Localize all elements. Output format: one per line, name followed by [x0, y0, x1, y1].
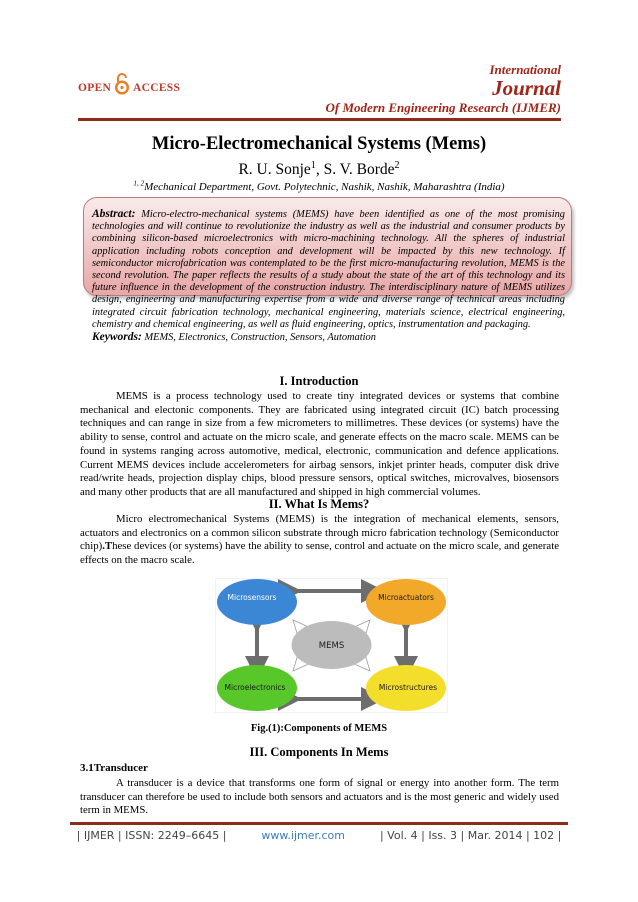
- journal-name-line2: Journal: [492, 76, 561, 100]
- abstract-text: [92, 208, 565, 344]
- section-1-paragraph: MEMS is a process technology used to create tiny integrated devices or systems that combine mechanical and electonic components. They are fabricated using integrated circuit (IC) batch processing techniques and can range in size from a few micrometers to millimetres. These devices (or systems) have the ability to sense, control and actuate on the micro scale, and generate effects on the macro scale. MEMS can be found in systems ranging across automotive, medical, electronic, communication and defence applications. Current MEMS devices include accelerometers for airbag sensors, inkjet printer heads, computer disk drive read/write heads, projection display chips, blood pressure sensors, optical switches, microvalves, biosensors and many other products that are all manufactured and shipped in high commercial volumes.: [80, 390, 559, 498]
- author-1: R. U. Sonje: [238, 161, 311, 178]
- paper-title: Micro-Electromechanical Systems (Mems): [151, 134, 487, 154]
- footer-volume: | Vol. 4 | Iss. 3 | Mar. 2014 | 102 |: [379, 829, 562, 842]
- abstract-body: Micro-electro-mechanical systems (MEMS) have been identified as one of the most promising technologies and will continue to revolutionize the industry as well as the industrial and consumer products by combining silicon-based microelectronics with micro-machining technology. All the spheres of industrial application including robots conception and development will be impacted by this new technology. If semiconductor microfabrication was contemplated to be the first micro-manufacturing revolution, MEMS is the second revolution. The paper reflects the results of a study about the state of the art of this technology and its future influence in the development of the construction industry. The interdisciplinary nature of MEMS utilizes design, engineering and manufacturing expertise from a wide and diverse range of technical areas including integrated circuit fabrication technology, mechanical engineering, materials science, electrical engineering, chemistry and chemical engineering, as well as fluid engineering, optics, instrumentation and packaging.: [92, 209, 565, 330]
- affiliation-sup: 1, 2: [133, 179, 145, 188]
- header-rule: [78, 118, 561, 121]
- section-1-heading: I. Introduction: [279, 374, 359, 388]
- footer-url[interactable]: www.ijmer.com: [261, 829, 345, 842]
- open-access-label: OPEN: [78, 82, 112, 94]
- section-3-paragraph: A transducer is a device that transforms one form of signal or energy into another form. The term transducer can therefore be used to include both sensors and actuators and is the most generic and widely used term in MEMS.: [80, 777, 559, 817]
- journal-name-line3: Of Modern Engineering Research (IJMER): [325, 100, 561, 115]
- open-access-lock-icon: [115, 73, 129, 95]
- journal-name-line1: International: [489, 62, 561, 77]
- paper-affiliation: [0, 181, 638, 193]
- section-2-paragraph: [80, 513, 559, 568]
- author-1-sup: 1: [310, 159, 316, 171]
- node-microsensors: [217, 579, 297, 625]
- author-2-sup: 2: [394, 159, 400, 171]
- node-microactuators: [366, 579, 446, 625]
- label-microstructures: Microstructures: [378, 683, 438, 692]
- section-2-heading: II. What Is Mems?: [268, 497, 370, 511]
- keywords-list: MEMS, Electronics, Construction, Sensors, Automation: [141, 332, 376, 344]
- section-2-text-b: hese devices (or systems) have the ability to sense, control and actuate on the micro scale, and generate effects on the macro scale.: [80, 540, 559, 567]
- footer-issn: | IJMER | ISSN: 2249–6645 |: [76, 829, 227, 842]
- section-3-heading: III. Components In Mems: [249, 745, 389, 759]
- label-microactuators: Microactuators: [378, 593, 434, 602]
- figure-caption: Fig.(1):Components of MEMS: [250, 723, 388, 734]
- author-separator: ,: [315, 161, 324, 178]
- affiliation-text: Mechanical Department, Govt. Polytechnic, Nashik, Nashik, Maharashtra (India): [144, 181, 505, 193]
- section-2-text-bold: .T: [102, 540, 113, 553]
- author-2: S. V. Borde: [323, 161, 395, 178]
- footer: [0, 829, 638, 842]
- subsection-3-1-heading: 3.1Transducer: [80, 762, 148, 774]
- footer-rule: [70, 822, 568, 825]
- abstract-label: Abstract:: [92, 208, 136, 220]
- open-access-label-2: ACCESS: [133, 82, 181, 94]
- label-mems: MEMS: [318, 641, 345, 651]
- abstract-box: [83, 197, 572, 344]
- mems-components-figure: [215, 578, 448, 713]
- label-microsensors: Microsensors: [227, 593, 277, 602]
- keywords-label: Keywords:: [92, 331, 142, 344]
- section-2-text-a: Micro electromechanical Systems (MEMS) is the integration of mechanical elements, sensors, actuators and electronics on a common silicon substrate through micro fabrication technology (Semiconductor chip): [80, 513, 559, 553]
- label-microelectronics: Microelectronics: [224, 683, 286, 692]
- paper-authors: [0, 161, 638, 179]
